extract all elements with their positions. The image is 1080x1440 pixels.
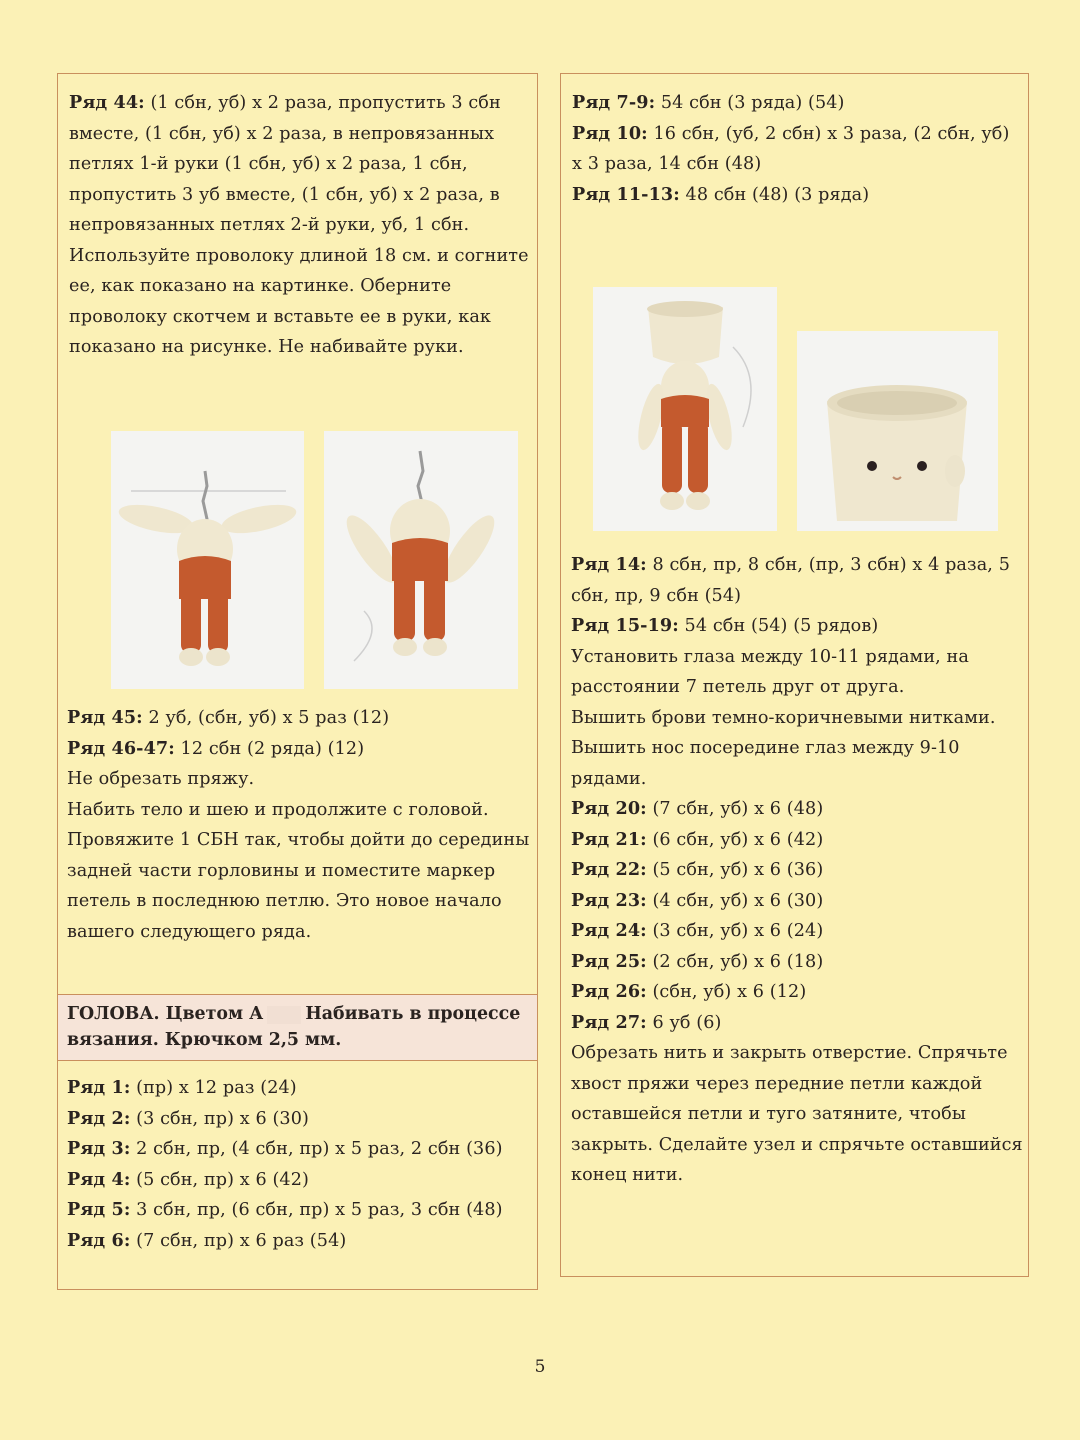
head-section-header bbox=[58, 995, 537, 1061]
row-label: Ряд 1: bbox=[67, 1077, 131, 1098]
row-text: 54 сбн (54) (5 рядов) bbox=[678, 616, 879, 636]
row-44-block bbox=[69, 88, 531, 363]
row-label: Ряд 45: bbox=[67, 707, 143, 728]
row-text: (2 сбн, уб) х 6 (18) bbox=[646, 951, 824, 972]
rows-7-13-block bbox=[572, 88, 1022, 210]
note-text: Установить глаза между 10-11 рядами, на расстоянии 7 петель друг от друга. bbox=[571, 646, 969, 697]
doll-head-with-eyes-photo bbox=[797, 331, 998, 531]
row-label: Ряд 11-13: bbox=[572, 183, 680, 205]
row-label: Ряд 14: bbox=[571, 554, 647, 575]
final-note: Обрезать нить и закрыть отверстие. Спрячьте хвост пряжи через передние петли каждой оставшейся петли и туго затяните, чтобы закрыть. Сделайте узел и спрячьте оставшийся конец нити. bbox=[571, 1043, 1023, 1185]
row-label: Ряд 4: bbox=[67, 1168, 131, 1190]
row-label: Ряд 46-47: bbox=[67, 737, 175, 759]
row-label: Ряд 6: bbox=[67, 1229, 131, 1251]
row-label: Ряд 15-19: bbox=[571, 615, 679, 636]
wire-instruction: Используйте проволоку длиной 18 см. и согните ее, как показано на картинке. Оберните проволоку скотчем и вставьте ее в руки, как показано на рисунке. Не набивайте руки. bbox=[69, 245, 529, 357]
row-text: 48 сбн (48) (3 ряда) bbox=[679, 184, 870, 205]
row-text: (сбн, уб) х 6 (12) bbox=[646, 982, 807, 1002]
row-text: 12 сбн (2 ряда) (12) bbox=[174, 738, 365, 759]
row-text: 16 сбн, (уб, 2 сбн) х 3 раза, (2 сбн, уб) х 3 раза, 14 сбн (48) bbox=[572, 123, 1010, 174]
row-text: (7 сбн, пр) х 6 раз (54) bbox=[130, 1230, 347, 1251]
row-text: 3 сбн, пр, (6 сбн, пр) х 5 раз, 3 сбн (48) bbox=[130, 1200, 503, 1220]
doll-body-with-wire-arms-back-photo bbox=[324, 431, 518, 689]
right-instruction-box bbox=[560, 73, 1029, 1277]
row-label: Ряд 2: bbox=[67, 1107, 131, 1129]
row-label: Ряд 23: bbox=[571, 889, 647, 911]
note-text: Набить тело и шею и продолжите с головой. Провяжите 1 СБН так, чтобы дойти до середины задней части горловины и поместите маркер петель в последнюю петлю. Это новое начало вашего следующего ряда. bbox=[67, 799, 530, 942]
row-text: 8 сбн, пр, 8 сбн, (пр, 3 сбн) х 4 раза, 5 сбн, пр, 9 сбн (54) bbox=[571, 555, 1010, 606]
row-label: Ряд 10: bbox=[572, 122, 648, 144]
note-text: Не обрезать пряжу. bbox=[67, 769, 255, 789]
row-label: Ряд 7-9: bbox=[572, 92, 656, 113]
row-label: Ряд 27: bbox=[571, 1011, 647, 1033]
row-text: (4 сбн, уб) х 6 (30) bbox=[646, 890, 824, 911]
row-label: Ряд 20: bbox=[571, 798, 647, 819]
row-label: Ряд 3: bbox=[67, 1138, 131, 1159]
left-instruction-box bbox=[57, 73, 538, 995]
head-header-note: Набивать в процессе bbox=[305, 1004, 521, 1024]
note-text: Вышить брови темно-коричневыми нитками. bbox=[571, 707, 996, 728]
row-label: Ряд 21: bbox=[571, 828, 647, 850]
row-text: (пр) х 12 раз (24) bbox=[130, 1078, 297, 1098]
rows-45-47-block bbox=[67, 703, 533, 947]
head-header-title: ГОЛОВА. Цветом А bbox=[67, 1004, 264, 1024]
rows-14-27-block bbox=[571, 550, 1025, 1191]
row-text: (1 сбн, уб) х 2 раза, пропустить 3 сбн вместе, (1 сбн, уб) х 2 раза, в непровязанных петлях 1-й руки (1 сбн, уб) х 2 раза, 1 сбн, пропустить 3 уб вместе, (1 сбн, уб) х 2 раза, в непровязанных петлях 2-й руки, уб, 1 сбн. bbox=[69, 93, 501, 235]
page-number: 5 bbox=[534, 1357, 546, 1377]
row-text: (3 сбн, пр) х 6 (30) bbox=[130, 1108, 309, 1129]
doll-body-with-wire-arms-front-photo bbox=[111, 431, 304, 689]
row-text: (6 сбн, уб) х 6 (42) bbox=[646, 829, 824, 850]
row-label: Ряд 26: bbox=[571, 981, 647, 1002]
head-header-hook: вязания. Крючком 2,5 мм. bbox=[67, 1030, 342, 1050]
row-label: Ряд 22: bbox=[571, 859, 647, 880]
note-text: Вышить нос посередине глаз между 9-10 рядами. bbox=[571, 738, 960, 789]
row-text: (7 сбн, уб) х 6 (48) bbox=[646, 799, 824, 819]
row-text: (3 сбн, уб) х 6 (24) bbox=[646, 921, 824, 941]
head-section-box bbox=[57, 994, 538, 1290]
row-text: (5 сбн, пр) х 6 (42) bbox=[130, 1169, 309, 1190]
row-text: 2 уб, (сбн, уб) х 5 раз (12) bbox=[142, 708, 390, 728]
row-label: Ряд 5: bbox=[67, 1199, 131, 1220]
row-label: Ряд 25: bbox=[571, 950, 647, 972]
row-text: 54 сбн (3 ряда) (54) bbox=[655, 93, 845, 113]
row-text: (5 сбн, уб) х 6 (36) bbox=[646, 860, 824, 880]
row-text: 2 сбн, пр, (4 сбн, пр) х 5 раз, 2 сбн (36) bbox=[130, 1139, 503, 1159]
head-rows-block bbox=[67, 1073, 533, 1256]
row-text: 6 уб (6) bbox=[646, 1012, 722, 1033]
doll-with-open-head-photo bbox=[593, 287, 777, 531]
row-label: Ряд 44: bbox=[69, 92, 145, 113]
row-label: Ряд 24: bbox=[571, 920, 647, 941]
color-swatch-placeholder bbox=[267, 1006, 301, 1024]
